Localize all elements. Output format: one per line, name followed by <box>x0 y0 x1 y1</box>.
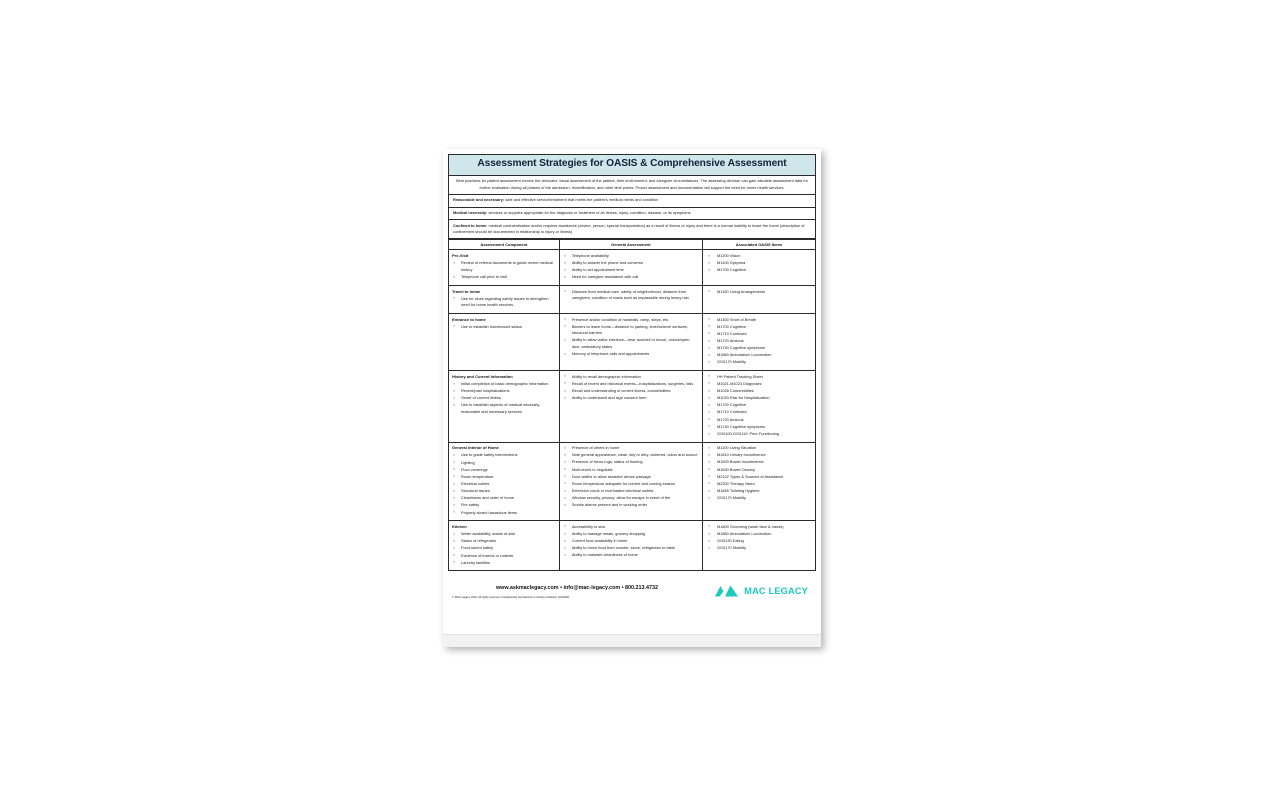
component-item-list <box>452 260 556 280</box>
general-assessment-item: ▪ Ability to understand and sign consent form <box>563 395 699 402</box>
oasis-item: ▪ M1860 Ambulation/ Locomotion <box>706 531 812 538</box>
table-header-row <box>449 240 816 250</box>
document-header-banner <box>448 154 816 176</box>
table-row <box>449 521 816 571</box>
component-title: Pre-Visit <box>452 252 469 258</box>
assessment-strategies-table <box>448 239 816 571</box>
general-assessment-item: ▪ Memory of telephone calls and appointments <box>563 351 699 358</box>
page-bottom-strip <box>443 634 821 647</box>
definition-term: Reasonable and necessary: <box>453 197 505 203</box>
oasis-item: ▪ M1700 Cognitive <box>706 402 812 409</box>
oasis-item: ▪ HH Patient Tracking Sheet <box>706 374 812 381</box>
general-assessment-item: ▪ Need for caregiver assistance with call <box>563 274 699 281</box>
oasis-item: ▪ M1800 Grooming (wash face & hands) <box>706 524 812 531</box>
table-row <box>449 286 816 314</box>
definition-text: services or supplies appropriate for the diagnosis or treatment of an illness, injury, condition, disease, or its symptoms <box>487 210 691 216</box>
component-item-list <box>452 452 556 516</box>
component-item: ▪ Use to establish homebound status <box>452 324 556 331</box>
component-item: ▪ Water availability; status of sink <box>452 531 556 538</box>
general-assessment-item: ▪ Recall of recent and historical events—hospitalizations, surgeries, falls <box>563 381 699 388</box>
component-item: ▪ Review of referral documents to guide recent medical history <box>452 260 556 273</box>
cell-associated-oasis-items <box>702 442 815 521</box>
oasis-item: ▪ M1620 Bowel Incontinence <box>706 459 812 466</box>
general-assessment-item-list <box>563 289 699 302</box>
oasis-item: ▪ M1400 Dyspnea <box>706 260 812 267</box>
cell-general-assessment <box>559 442 702 521</box>
document-page <box>443 149 821 647</box>
general-assessment-item: ▪ Barriers to leave home—distance to parking, level/unlevel surfaces, structural barriers <box>563 324 699 337</box>
general-assessment-item: ▪ Door widths to allow assistive device passage <box>563 474 699 481</box>
general-assessment-item: ▪ Accessibility to sink <box>563 524 699 531</box>
general-assessment-item: ▪ Window security, privacy; allow for escape in event of fire <box>563 495 699 502</box>
definition-term: Confined to home: <box>453 222 488 228</box>
general-assessment-item: ▪ Extension cords or overloaded electrical outlets <box>563 488 699 495</box>
table-body <box>449 250 816 571</box>
footer-contact-line: www.askmaclegacy.com • info@mac-legacy.com • 800.213.4732 <box>495 585 659 591</box>
cell-general-assessment <box>559 521 702 571</box>
component-item: ▪ Initial completion of basic demographic information <box>452 381 556 388</box>
oasis-item: ▪ GG0170 Mobility <box>706 359 812 366</box>
brand-name: MAC LEGACY <box>744 585 808 596</box>
component-item-list <box>452 531 556 566</box>
component-item: ▪ Electrical outlets <box>452 481 556 488</box>
oasis-item-list <box>706 524 812 552</box>
component-item: ▪ Telephone call prior to visit <box>452 274 556 281</box>
oasis-item: ▪ M1400 Short of Breath <box>706 317 812 324</box>
mountain-logo-icon <box>714 583 740 598</box>
general-assessment-item-list <box>563 524 699 559</box>
oasis-item-list <box>706 253 812 274</box>
table-row <box>449 314 816 371</box>
table-row <box>449 371 816 442</box>
oasis-item: ▪ M1100 Living Situation <box>706 445 812 452</box>
component-item: ▪ Floor coverings <box>452 467 556 474</box>
general-assessment-item: ▪ Distance from medical care, safety of neighborhood, distance from caregivers, condition of roads such as impassable during heavy rain <box>563 289 699 302</box>
oasis-item: ▪ M1100 Living Arrangements <box>706 289 812 296</box>
general-assessment-item: ▪ Smoke alarms present and in working order <box>563 502 699 509</box>
component-item: ▪ Onset of current illness <box>452 395 556 402</box>
general-assessment-item: ▪ Ability to recall demographic information <box>563 374 699 381</box>
general-assessment-item: ▪ Recall and understanding of current illness, comorbidities <box>563 388 699 395</box>
cell-general-assessment <box>559 371 702 442</box>
definition-medical-necessity <box>448 208 816 221</box>
oasis-item: ▪ M1033 Risk for Hospitalization <box>706 395 812 402</box>
brand-logo <box>714 583 808 598</box>
cell-assessment-component <box>449 371 560 442</box>
oasis-item: ▪ M1700 Cognitive <box>706 267 812 274</box>
component-item: ▪ Recent/past hospitalizations <box>452 388 556 395</box>
footer-contact-block <box>452 585 702 599</box>
oasis-item-list <box>706 317 812 367</box>
general-assessment-item-list <box>563 374 699 402</box>
cell-associated-oasis-items <box>702 371 815 442</box>
component-item: ▪ Room temperature <box>452 474 556 481</box>
oasis-item-list <box>706 289 812 296</box>
general-assessment-item: ▪ Ability to allow visitor entrance—hear doorbell or knock, unlock/open door, ambulatory status <box>563 337 699 350</box>
component-title: General Interior of Home <box>452 445 499 451</box>
general-assessment-item: ▪ Ability to move food from counter, stove, refrigerator to table <box>563 545 699 552</box>
intro-paragraph-block <box>448 176 816 195</box>
oasis-item: ▪ M1710 Confused <box>706 331 812 338</box>
component-title: Travel to home <box>452 288 481 294</box>
oasis-item: ▪ M1720 Anxious <box>706 338 812 345</box>
component-title: History and Current Information <box>452 373 513 379</box>
document-footer <box>448 583 816 625</box>
component-item: ▪ Use to guide safety interventions <box>452 452 556 459</box>
cell-assessment-component <box>449 250 560 286</box>
oasis-item: ▪ M1028 Comorbidities <box>706 388 812 395</box>
component-item: ▪ Use for clues regarding safety issues to strengthen need for home health services <box>452 296 556 309</box>
component-item: ▪ Lighting <box>452 460 556 467</box>
component-item: ▪ Status of refrigerator <box>452 538 556 545</box>
oasis-item: ▪ GG0170 Mobility <box>706 545 812 552</box>
oasis-item: ▪ M1021-M1023 Diagnoses <box>706 381 812 388</box>
oasis-item: ▪ GG0100-GG0110: Prior Functioning <box>706 431 812 438</box>
oasis-item: ▪ M1200 Vision <box>706 253 812 260</box>
cell-general-assessment <box>559 250 702 286</box>
general-assessment-item: ▪ Presence of throw rugs; status of flooring <box>563 459 699 466</box>
general-assessment-item-list <box>563 445 699 509</box>
oasis-item-list <box>706 445 812 502</box>
component-item: ▪ Fire safety <box>452 502 556 509</box>
general-assessment-item: ▪ Ability to manage meals, grocery shopping <box>563 531 699 538</box>
page-title: Assessment Strategies for OASIS & Comprehensive Assessment <box>477 158 787 169</box>
oasis-item: ▪ M2200 Therapy Need <box>706 481 812 488</box>
oasis-item-list <box>706 374 812 438</box>
definition-text: safe and effective service/treatment that meets the patient's medical needs and condition <box>504 197 659 203</box>
oasis-item: ▪ M1740 Cognitive symptoms <box>706 424 812 431</box>
component-item: ▪ Properly stored hazardous items <box>452 510 556 517</box>
cell-associated-oasis-items <box>702 314 815 371</box>
footer-copyright: © MAC Legacy 2022. All rights reserved. Unauthorized reproduction is strictly prohibited. (04/2022) <box>452 595 570 599</box>
general-assessment-item: ▪ Ability to set appointment time <box>563 267 699 274</box>
column-header-associated-oasis-items: Associated OASIS Items <box>702 240 815 250</box>
definition-text: medical contraindication and/or requires assistance (device, person, special transportation) as a result of illness or injury and there is a normal inability to leave the home (description of confinement should be documented in relationship to injury or illness) <box>453 222 805 235</box>
column-header-general-assessment: General Assessment <box>559 240 702 250</box>
definition-term: Medical necessity: <box>453 210 488 216</box>
definition-confined-to-home <box>448 220 816 239</box>
general-assessment-item: ▪ Ability to answer the phone and converse <box>563 260 699 267</box>
component-item-list <box>452 296 556 309</box>
column-header-assessment-component: Assessment Component <box>449 240 560 250</box>
component-item: ▪ Laundry facilities <box>452 560 556 567</box>
general-assessment-item: ▪ Telephone availability <box>563 253 699 260</box>
general-assessment-item: ▪ Room temperature adequate for current and coming season <box>563 481 699 488</box>
cell-associated-oasis-items <box>702 250 815 286</box>
component-title: Entrance to home <box>452 316 486 322</box>
general-assessment-item-list <box>563 253 699 281</box>
general-assessment-item: ▪ Ability to maintain cleanliness of home <box>563 552 699 559</box>
oasis-item: ▪ M1710 Confused <box>706 409 812 416</box>
oasis-item: ▪ M1700 Cognitive <box>706 324 812 331</box>
component-item-list <box>452 324 556 331</box>
component-item: ▪ Structural issues <box>452 488 556 495</box>
cell-associated-oasis-items <box>702 286 815 314</box>
general-assessment-item: ▪ Note general appearance, clean, tidy or dirty, cluttered, odors and source <box>563 452 699 459</box>
definition-reasonable-and-necessary <box>448 195 816 208</box>
table-row <box>449 442 816 521</box>
oasis-item: ▪ M2102 Types & Sources of Assistance <box>706 474 812 481</box>
oasis-item: ▪ M1720 Anxious <box>706 417 812 424</box>
general-assessment-item-list <box>563 317 699 358</box>
oasis-item: ▪ M1740 Cognitive symptoms <box>706 345 812 352</box>
component-item: ▪ Food stored safely <box>452 545 556 552</box>
component-item: ▪ Evidence of insects or rodents <box>452 553 556 560</box>
oasis-item: ▪ M1845 Toileting Hygiene <box>706 488 812 495</box>
cell-assessment-component <box>449 314 560 371</box>
oasis-item: ▪ M1610 Urinary Incontinence <box>706 452 812 459</box>
oasis-item: ▪ GG0170 Mobility <box>706 495 812 502</box>
oasis-item: ▪ M1860 Ambulation/ Locomotion <box>706 352 812 359</box>
component-item-list <box>452 381 556 416</box>
general-assessment-item: ▪ Presence of others in home <box>563 445 699 452</box>
cell-associated-oasis-items <box>702 521 815 571</box>
oasis-item: ▪ GG0130 Eating <box>706 538 812 545</box>
component-title: Kitchen <box>452 523 467 529</box>
general-assessment-item: ▪ Presence and/or condition of handrails, ramp, steps, etc. <box>563 317 699 324</box>
cell-general-assessment <box>559 286 702 314</box>
oasis-item: ▪ M1630 Bowel Ostomy <box>706 467 812 474</box>
cell-assessment-component <box>449 521 560 571</box>
cell-assessment-component <box>449 442 560 521</box>
table-row <box>449 250 816 286</box>
cell-assessment-component <box>449 286 560 314</box>
component-item: ▪ Use to establish aspects of medical necessity, reasonable and necessary services <box>452 402 556 415</box>
general-assessment-item: ▪ Current food availability in home <box>563 538 699 545</box>
component-item: ▪ Cleanliness and order of home <box>452 495 556 502</box>
intro-paragraph: Best practices for patient assessment involve the clinicians' visual assessment of the patient, their environment, and caregiver circumstances. The assessing clinician can gain valuable assessment data for further evaluation during all phases of the admission, recertification, and other time points. Proper assessment and documentation will support the need for home health services. <box>456 178 808 190</box>
general-assessment-item: ▪ Multi-levels to negotiate <box>563 467 699 474</box>
cell-general-assessment <box>559 314 702 371</box>
